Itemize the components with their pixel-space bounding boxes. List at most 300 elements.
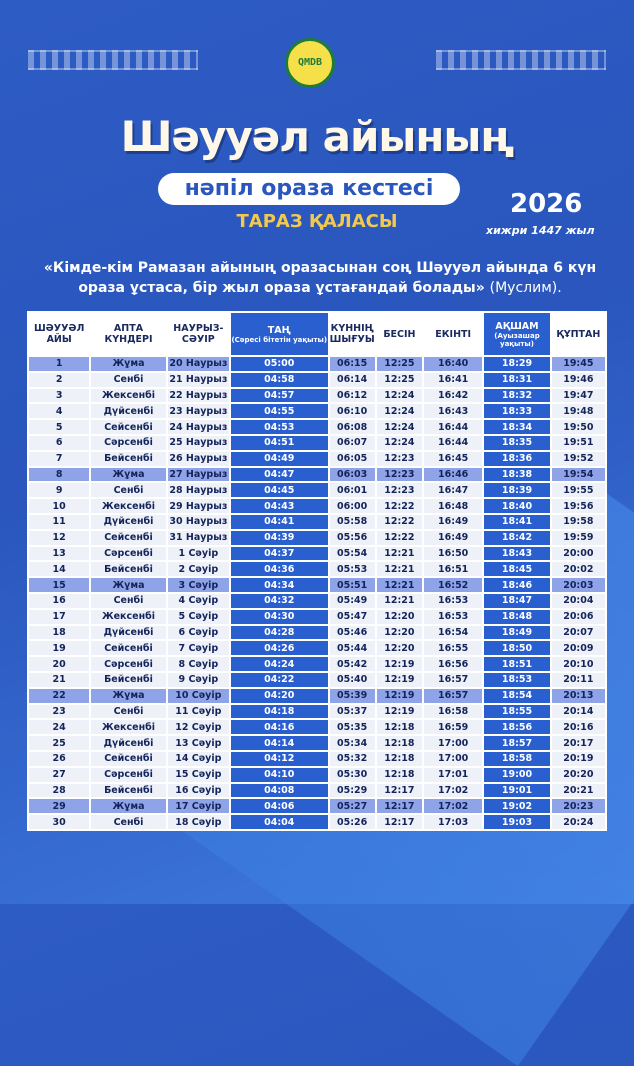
- header-aksham: [483, 312, 550, 356]
- table-row: [28, 577, 606, 593]
- cell-sunrise: 05:40: [329, 672, 376, 688]
- cell-tan: 05:00: [230, 356, 329, 372]
- cell-sunrise: 06:05: [329, 451, 376, 467]
- cell-besin: 12:19: [376, 688, 423, 704]
- logo: [285, 38, 335, 88]
- cell-aksham: 18:31: [483, 372, 550, 388]
- table-row: [28, 767, 606, 783]
- cell-ekinti: 16:47: [423, 482, 483, 498]
- cell-day-number: 27: [28, 767, 90, 783]
- cell-aksham: 18:45: [483, 561, 550, 577]
- cell-besin: 12:20: [376, 625, 423, 641]
- header-date: НАУРЫЗ-СӘУІР: [167, 312, 230, 356]
- cell-tan: 04:06: [230, 798, 329, 814]
- cell-besin: 12:19: [376, 704, 423, 720]
- cell-sunrise: 05:30: [329, 767, 376, 783]
- hadith-source: (Муслим).: [489, 280, 562, 296]
- cell-besin: 12:25: [376, 356, 423, 372]
- cell-sunrise: 05:32: [329, 751, 376, 767]
- cell-date: 8 Сәуір: [167, 656, 230, 672]
- cell-tan: 04:43: [230, 498, 329, 514]
- header-ekinti: ЕКІНТІ: [423, 312, 483, 356]
- cell-ekinti: 17:00: [423, 751, 483, 767]
- cell-aksham: 18:39: [483, 482, 550, 498]
- table-row: [28, 593, 606, 609]
- cell-weekday: Жұма: [90, 577, 166, 593]
- header-tan-label: ТАҢ: [267, 324, 291, 336]
- page-title: Шәууәл айының: [120, 112, 514, 161]
- table-row: [28, 656, 606, 672]
- cell-tan: 04:18: [230, 704, 329, 720]
- cell-sunrise: 05:46: [329, 625, 376, 641]
- cell-date: 21 Наурыз: [167, 372, 230, 388]
- cell-besin: 12:24: [376, 388, 423, 404]
- cell-weekday: Сейсенбі: [90, 530, 166, 546]
- cell-weekday: Жексенбі: [90, 498, 166, 514]
- cell-kuptan: 19:51: [551, 435, 606, 451]
- cell-tan: 04:16: [230, 719, 329, 735]
- cell-ekinti: 17:00: [423, 735, 483, 751]
- cell-day-number: 17: [28, 609, 90, 625]
- cell-weekday: Бейсенбі: [90, 672, 166, 688]
- cell-ekinti: 17:01: [423, 767, 483, 783]
- city-name: ТАРАЗ ҚАЛАСЫ: [236, 211, 398, 232]
- cell-aksham: 19:00: [483, 767, 550, 783]
- cell-day-number: 11: [28, 514, 90, 530]
- cell-date: 1 Сәуір: [167, 546, 230, 562]
- cell-kuptan: 19:47: [551, 388, 606, 404]
- cell-day-number: 12: [28, 530, 90, 546]
- table-row: [28, 751, 606, 767]
- cell-sunrise: 06:07: [329, 435, 376, 451]
- cell-ekinti: 16:59: [423, 719, 483, 735]
- cell-day-number: 29: [28, 798, 90, 814]
- table-row: [28, 814, 606, 830]
- cell-tan: 04:08: [230, 783, 329, 799]
- cell-day-number: 22: [28, 688, 90, 704]
- cell-day-number: 4: [28, 403, 90, 419]
- cell-kuptan: 20:03: [551, 577, 606, 593]
- cell-date: 12 Сәуір: [167, 719, 230, 735]
- cell-day-number: 16: [28, 593, 90, 609]
- cell-day-number: 21: [28, 672, 90, 688]
- cell-day-number: 20: [28, 656, 90, 672]
- cell-weekday: Жексенбі: [90, 609, 166, 625]
- table-row: [28, 356, 606, 372]
- cell-tan: 04:37: [230, 546, 329, 562]
- cell-sunrise: 05:49: [329, 593, 376, 609]
- cell-besin: 12:23: [376, 467, 423, 483]
- cell-aksham: 18:55: [483, 704, 550, 720]
- cell-weekday: Жұма: [90, 688, 166, 704]
- cell-besin: 12:17: [376, 798, 423, 814]
- cell-aksham: 18:29: [483, 356, 550, 372]
- cell-weekday: Жұма: [90, 798, 166, 814]
- cell-ekinti: 16:53: [423, 609, 483, 625]
- table-row: [28, 798, 606, 814]
- cell-kuptan: 20:23: [551, 798, 606, 814]
- cell-kuptan: 20:17: [551, 735, 606, 751]
- cell-ekinti: 16:43: [423, 403, 483, 419]
- cell-weekday: Сенбі: [90, 372, 166, 388]
- cell-kuptan: 20:16: [551, 719, 606, 735]
- cell-besin: 12:22: [376, 530, 423, 546]
- cell-aksham: 18:32: [483, 388, 550, 404]
- year: 2026: [510, 189, 583, 219]
- cell-sunrise: 05:39: [329, 688, 376, 704]
- cell-weekday: Дүйсенбі: [90, 625, 166, 641]
- cell-besin: 12:24: [376, 403, 423, 419]
- cell-ekinti: 17:03: [423, 814, 483, 830]
- cell-date: 27 Наурыз: [167, 467, 230, 483]
- cell-tan: 04:47: [230, 467, 329, 483]
- cell-tan: 04:32: [230, 593, 329, 609]
- cell-besin: 12:18: [376, 767, 423, 783]
- cell-sunrise: 05:58: [329, 514, 376, 530]
- cell-aksham: 18:41: [483, 514, 550, 530]
- cell-sunrise: 05:26: [329, 814, 376, 830]
- cell-aksham: 18:57: [483, 735, 550, 751]
- cell-day-number: 2: [28, 372, 90, 388]
- cell-tan: 04:04: [230, 814, 329, 830]
- cell-sunrise: 05:51: [329, 577, 376, 593]
- cell-date: 10 Сәуір: [167, 688, 230, 704]
- cell-date: 2 Сәуір: [167, 561, 230, 577]
- cell-ekinti: 16:49: [423, 514, 483, 530]
- cell-tan: 04:53: [230, 419, 329, 435]
- cell-kuptan: 20:13: [551, 688, 606, 704]
- cell-tan: 04:49: [230, 451, 329, 467]
- cell-day-number: 8: [28, 467, 90, 483]
- cell-weekday: Сейсенбі: [90, 751, 166, 767]
- cell-date: 29 Наурыз: [167, 498, 230, 514]
- table-row: [28, 672, 606, 688]
- cell-sunrise: 06:15: [329, 356, 376, 372]
- table-row: [28, 451, 606, 467]
- cell-weekday: Бейсенбі: [90, 783, 166, 799]
- cell-weekday: Сәрсенбі: [90, 656, 166, 672]
- cell-besin: 12:17: [376, 814, 423, 830]
- cell-kuptan: 20:06: [551, 609, 606, 625]
- cell-day-number: 28: [28, 783, 90, 799]
- cell-kuptan: 19:52: [551, 451, 606, 467]
- cell-besin: 12:19: [376, 656, 423, 672]
- cell-kuptan: 20:24: [551, 814, 606, 830]
- cell-sunrise: 05:56: [329, 530, 376, 546]
- cell-weekday: Жексенбі: [90, 719, 166, 735]
- cell-ekinti: 16:52: [423, 577, 483, 593]
- cell-tan: 04:55: [230, 403, 329, 419]
- cell-tan: 04:39: [230, 530, 329, 546]
- cell-aksham: 18:40: [483, 498, 550, 514]
- cell-tan: 04:24: [230, 656, 329, 672]
- cell-date: 16 Сәуір: [167, 783, 230, 799]
- table-row: [28, 546, 606, 562]
- cell-ekinti: 16:40: [423, 356, 483, 372]
- cell-day-number: 26: [28, 751, 90, 767]
- cell-weekday: Дүйсенбі: [90, 735, 166, 751]
- cell-weekday: Сенбі: [90, 704, 166, 720]
- cell-weekday: Жұма: [90, 467, 166, 483]
- cell-date: 23 Наурыз: [167, 403, 230, 419]
- cell-sunrise: 06:14: [329, 372, 376, 388]
- page-subtitle: нәпіл ораза кестесі: [158, 173, 460, 205]
- cell-tan: 04:14: [230, 735, 329, 751]
- cell-besin: 12:25: [376, 372, 423, 388]
- cell-aksham: 18:42: [483, 530, 550, 546]
- table-row: [28, 388, 606, 404]
- cell-aksham: 18:34: [483, 419, 550, 435]
- cell-weekday: Дүйсенбі: [90, 403, 166, 419]
- cell-weekday: Бейсенбі: [90, 451, 166, 467]
- cell-tan: 04:30: [230, 609, 329, 625]
- cell-kuptan: 20:19: [551, 751, 606, 767]
- header-tan-sub: (Сәресі бітетін уақыты): [231, 335, 328, 344]
- hijri-year: хижри 1447 жыл: [486, 224, 595, 237]
- cell-besin: 12:19: [376, 672, 423, 688]
- cell-sunrise: 06:00: [329, 498, 376, 514]
- cell-kuptan: 19:48: [551, 403, 606, 419]
- cell-aksham: 18:46: [483, 577, 550, 593]
- cell-day-number: 23: [28, 704, 90, 720]
- cell-date: 14 Сәуір: [167, 751, 230, 767]
- table-row: [28, 467, 606, 483]
- table-row: [28, 514, 606, 530]
- cell-date: 4 Сәуір: [167, 593, 230, 609]
- cell-weekday: Жексенбі: [90, 388, 166, 404]
- cell-date: 24 Наурыз: [167, 419, 230, 435]
- cell-day-number: 10: [28, 498, 90, 514]
- cell-day-number: 6: [28, 435, 90, 451]
- table-row: [28, 609, 606, 625]
- cell-weekday: Сәрсенбі: [90, 767, 166, 783]
- cell-aksham: 18:43: [483, 546, 550, 562]
- cell-tan: 04:58: [230, 372, 329, 388]
- cell-date: 5 Сәуір: [167, 609, 230, 625]
- cell-ekinti: 16:57: [423, 672, 483, 688]
- cell-date: 28 Наурыз: [167, 482, 230, 498]
- cell-tan: 04:36: [230, 561, 329, 577]
- cell-aksham: 18:54: [483, 688, 550, 704]
- header-tan: [230, 312, 329, 356]
- table-row: [28, 530, 606, 546]
- cell-ekinti: 16:41: [423, 372, 483, 388]
- cell-ekinti: 16:42: [423, 388, 483, 404]
- cell-besin: 12:21: [376, 561, 423, 577]
- cell-day-number: 5: [28, 419, 90, 435]
- cell-weekday: Сәрсенбі: [90, 546, 166, 562]
- table-row: [28, 704, 606, 720]
- cell-kuptan: 19:45: [551, 356, 606, 372]
- header-kuptan: ҚҰПТАН: [551, 312, 606, 356]
- cell-aksham: 18:47: [483, 593, 550, 609]
- cell-date: 30 Наурыз: [167, 514, 230, 530]
- cell-weekday: Сейсенбі: [90, 640, 166, 656]
- table-row: [28, 372, 606, 388]
- cell-day-number: 30: [28, 814, 90, 830]
- cell-sunrise: 06:03: [329, 467, 376, 483]
- cell-weekday: Сенбі: [90, 814, 166, 830]
- cell-ekinti: 16:56: [423, 656, 483, 672]
- cell-sunrise: 05:35: [329, 719, 376, 735]
- cell-sunrise: 06:12: [329, 388, 376, 404]
- cell-sunrise: 05:47: [329, 609, 376, 625]
- cell-kuptan: 19:56: [551, 498, 606, 514]
- cell-weekday: Сенбі: [90, 482, 166, 498]
- cell-weekday: Бейсенбі: [90, 561, 166, 577]
- cell-besin: 12:20: [376, 609, 423, 625]
- cell-aksham: 18:38: [483, 467, 550, 483]
- cell-ekinti: 16:44: [423, 419, 483, 435]
- cell-date: 15 Сәуір: [167, 767, 230, 783]
- cell-kuptan: 19:50: [551, 419, 606, 435]
- cell-besin: 12:24: [376, 419, 423, 435]
- cell-kuptan: 19:59: [551, 530, 606, 546]
- cell-kuptan: 20:14: [551, 704, 606, 720]
- table-row: [28, 719, 606, 735]
- cell-weekday: Сенбі: [90, 593, 166, 609]
- table-row: [28, 561, 606, 577]
- cell-kuptan: 20:09: [551, 640, 606, 656]
- cell-aksham: 18:49: [483, 625, 550, 641]
- cell-ekinti: 16:58: [423, 704, 483, 720]
- cell-aksham: 18:33: [483, 403, 550, 419]
- header-sunrise: КҮННІҢ ШЫҒУЫ: [329, 312, 376, 356]
- cell-tan: 04:20: [230, 688, 329, 704]
- cell-aksham: 18:35: [483, 435, 550, 451]
- cell-tan: 04:28: [230, 625, 329, 641]
- cell-tan: 04:41: [230, 514, 329, 530]
- cell-besin: 12:23: [376, 451, 423, 467]
- cell-besin: 12:21: [376, 577, 423, 593]
- cell-date: 20 Наурыз: [167, 356, 230, 372]
- cell-weekday: Сейсенбі: [90, 419, 166, 435]
- table-row: [28, 403, 606, 419]
- hadith-text: «Кімде-кім Рамазан айының оразасынан соң Шәууәл айында 6 күн ораза ұстаса, бір жыл ораза ұстағандай болады»: [43, 260, 597, 296]
- cell-besin: 12:21: [376, 546, 423, 562]
- header-month-day: ШӘУУӘЛ АЙЫ: [28, 312, 90, 356]
- cell-date: 7 Сәуір: [167, 640, 230, 656]
- cell-weekday: Дүйсенбі: [90, 514, 166, 530]
- cell-sunrise: 05:54: [329, 546, 376, 562]
- cell-kuptan: 19:54: [551, 467, 606, 483]
- cell-kuptan: 20:02: [551, 561, 606, 577]
- cell-date: 25 Наурыз: [167, 435, 230, 451]
- cell-kuptan: 20:10: [551, 656, 606, 672]
- cell-day-number: 13: [28, 546, 90, 562]
- cell-day-number: 18: [28, 625, 90, 641]
- cell-ekinti: 16:46: [423, 467, 483, 483]
- cell-ekinti: 16:50: [423, 546, 483, 562]
- cell-date: 11 Сәуір: [167, 704, 230, 720]
- cell-sunrise: 05:44: [329, 640, 376, 656]
- cell-aksham: 19:01: [483, 783, 550, 799]
- cell-day-number: 9: [28, 482, 90, 498]
- cell-date: 22 Наурыз: [167, 388, 230, 404]
- hadith-quote: [40, 258, 600, 298]
- cell-sunrise: 06:01: [329, 482, 376, 498]
- cell-sunrise: 05:27: [329, 798, 376, 814]
- cell-aksham: 18:58: [483, 751, 550, 767]
- table-row: [28, 640, 606, 656]
- cell-ekinti: 16:54: [423, 625, 483, 641]
- cell-aksham: 18:51: [483, 656, 550, 672]
- cell-day-number: 14: [28, 561, 90, 577]
- cell-aksham: 18:50: [483, 640, 550, 656]
- cell-ekinti: 16:55: [423, 640, 483, 656]
- right-ornament: [436, 50, 606, 70]
- cell-besin: 12:20: [376, 640, 423, 656]
- cell-sunrise: 05:34: [329, 735, 376, 751]
- cell-day-number: 25: [28, 735, 90, 751]
- cell-day-number: 19: [28, 640, 90, 656]
- cell-day-number: 3: [28, 388, 90, 404]
- header-aksham-label: АҚШАМ: [495, 320, 539, 332]
- cell-kuptan: 20:07: [551, 625, 606, 641]
- cell-sunrise: 05:37: [329, 704, 376, 720]
- cell-aksham: 18:53: [483, 672, 550, 688]
- cell-tan: 04:26: [230, 640, 329, 656]
- cell-besin: 12:23: [376, 482, 423, 498]
- cell-ekinti: 17:02: [423, 798, 483, 814]
- cell-tan: 04:34: [230, 577, 329, 593]
- cell-date: 9 Сәуір: [167, 672, 230, 688]
- cell-kuptan: 20:11: [551, 672, 606, 688]
- cell-date: 31 Наурыз: [167, 530, 230, 546]
- cell-besin: 12:18: [376, 735, 423, 751]
- cell-date: 6 Сәуір: [167, 625, 230, 641]
- cell-date: 13 Сәуір: [167, 735, 230, 751]
- cell-sunrise: 06:08: [329, 419, 376, 435]
- cell-sunrise: 05:53: [329, 561, 376, 577]
- cell-kuptan: 20:21: [551, 783, 606, 799]
- cell-kuptan: 20:04: [551, 593, 606, 609]
- cell-date: 17 Сәуір: [167, 798, 230, 814]
- table-row: [28, 783, 606, 799]
- cell-besin: 12:18: [376, 751, 423, 767]
- cell-ekinti: 16:57: [423, 688, 483, 704]
- table-row: [28, 482, 606, 498]
- table-row: [28, 625, 606, 641]
- cell-aksham: 19:03: [483, 814, 550, 830]
- cell-aksham: 18:48: [483, 609, 550, 625]
- table-header-row: [28, 312, 606, 356]
- cell-tan: 04:51: [230, 435, 329, 451]
- cell-besin: 12:22: [376, 514, 423, 530]
- cell-kuptan: 19:55: [551, 482, 606, 498]
- cell-sunrise: 05:29: [329, 783, 376, 799]
- cell-ekinti: 16:45: [423, 451, 483, 467]
- cell-day-number: 24: [28, 719, 90, 735]
- cell-date: 26 Наурыз: [167, 451, 230, 467]
- cell-kuptan: 19:58: [551, 514, 606, 530]
- header-aksham-sub: (Ауызашар уақыты): [494, 331, 540, 348]
- cell-sunrise: 05:42: [329, 656, 376, 672]
- cell-ekinti: 16:44: [423, 435, 483, 451]
- cell-kuptan: 20:20: [551, 767, 606, 783]
- cell-tan: 04:45: [230, 482, 329, 498]
- table-row: [28, 435, 606, 451]
- left-ornament: [28, 50, 198, 70]
- cell-aksham: 18:36: [483, 451, 550, 467]
- cell-sunrise: 06:10: [329, 403, 376, 419]
- cell-ekinti: 16:53: [423, 593, 483, 609]
- cell-aksham: 18:56: [483, 719, 550, 735]
- cell-besin: 12:17: [376, 783, 423, 799]
- cell-date: 18 Сәуір: [167, 814, 230, 830]
- cell-tan: 04:12: [230, 751, 329, 767]
- cell-tan: 04:57: [230, 388, 329, 404]
